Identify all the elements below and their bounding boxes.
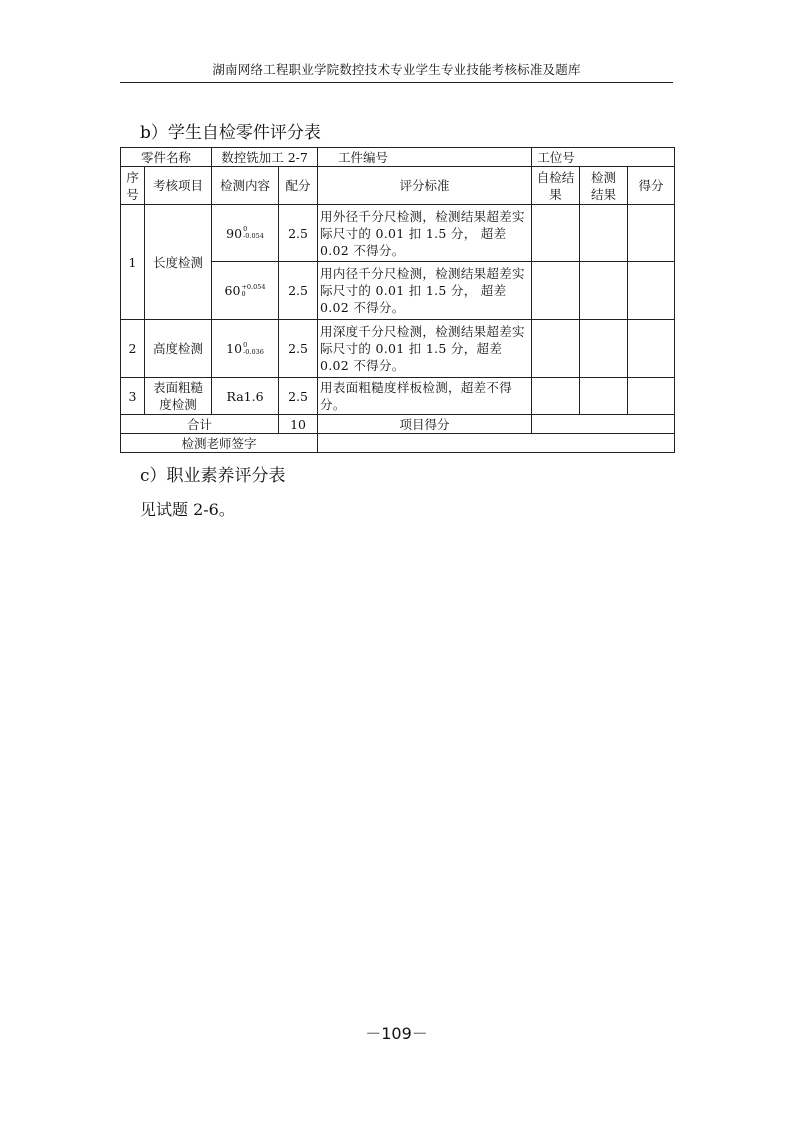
total-points: 10 <box>279 415 318 434</box>
check-content <box>212 205 279 262</box>
dim-upper-tol: +0.054 <box>241 282 266 291</box>
station-label: 工位号 <box>537 149 575 165</box>
score-cell <box>628 378 675 415</box>
col-seq-header: 序号 <box>121 167 145 205</box>
col-item-header: 考核项目 <box>145 167 212 205</box>
check-content: Ra1.6 <box>212 378 279 415</box>
signature-row <box>121 434 675 453</box>
row-seq: 2 <box>121 320 145 378</box>
row-seq: 1 <box>121 205 145 320</box>
total-row <box>121 415 675 434</box>
score-cell <box>628 320 675 378</box>
table-row <box>121 205 675 262</box>
table-row <box>121 320 675 378</box>
page-header: 湖南网络工程职业学院数控技术专业学生专业技能考核标准及题库 <box>212 62 581 77</box>
signature-label: 检测老师签字 <box>121 434 318 453</box>
row-item: 高度检测 <box>145 320 212 378</box>
check-content <box>212 262 279 320</box>
check-content <box>212 320 279 378</box>
column-header-row <box>121 167 675 205</box>
score-cell <box>628 205 675 262</box>
inspection-cell <box>580 262 628 320</box>
check-points: 2.5 <box>279 320 318 378</box>
self-check-cell <box>532 262 580 320</box>
col-self-check-header: 自检结果 <box>532 167 580 205</box>
row-item: 表面粗糙度检测 <box>145 378 212 415</box>
dim-nominal: 10 <box>226 341 243 356</box>
signature-value <box>318 434 675 453</box>
self-check-cell <box>532 320 580 378</box>
row-item: 长度检测 <box>145 205 212 320</box>
page-number: －109－ <box>365 1024 428 1043</box>
check-criteria: 用内径千分尺检测，检测结果超差实际尺寸的 0.01 扣 1.5 分， 超差 0.02 不得分。 <box>318 262 532 320</box>
note-text: 见试题 2-6。 <box>140 500 235 519</box>
station-cell <box>532 148 675 167</box>
col-inspection-header: 检测结果 <box>580 167 628 205</box>
section-b-title: b）学生自检零件评分表 <box>140 123 321 143</box>
self-check-cell <box>532 205 580 262</box>
self-check-cell <box>532 378 580 415</box>
info-row <box>121 148 675 167</box>
check-points: 2.5 <box>279 205 318 262</box>
project-score-value <box>532 415 675 434</box>
dim-lower-tol: -0.054 <box>243 232 264 240</box>
table-row <box>121 378 675 415</box>
dim-nominal: 60 <box>224 283 241 298</box>
inspection-cell <box>580 378 628 415</box>
score-cell <box>628 262 675 320</box>
part-name-label: 零件名称 <box>121 148 212 167</box>
check-criteria: 用深度千分尺检测，检测结果超差实际尺寸的 0.01 扣 1.5 分，超差 0.02 不得分。 <box>318 320 532 378</box>
check-points: 2.5 <box>279 378 318 415</box>
dim-upper-tol: 0 <box>243 340 248 349</box>
dim-nominal: 90 <box>226 225 243 241</box>
row-seq: 3 <box>121 378 145 415</box>
col-score-header: 得分 <box>628 167 675 205</box>
check-criteria: 用外径千分尺检测，检测结果超差实际尺寸的 0.01 扣 1.5 分， 超差 0.02 不得分。 <box>318 205 532 262</box>
dim-upper-tol: 0 <box>243 225 248 233</box>
col-content-header: 检测内容 <box>212 167 279 205</box>
inspection-cell <box>580 205 628 262</box>
inspection-cell <box>580 320 628 378</box>
workpiece-no-label: 工件编号 <box>318 148 532 167</box>
col-criteria-header: 评分标准 <box>318 167 532 205</box>
header-rule <box>120 82 673 83</box>
col-points-header: 配分 <box>279 167 318 205</box>
project-score-label: 项目得分 <box>318 415 532 434</box>
part-name-value: 数控铣加工 2-7 <box>212 148 318 167</box>
total-label: 合计 <box>121 415 279 434</box>
check-criteria: 用表面粗糙度样板检测，超差不得分。 <box>318 378 532 415</box>
check-points: 2.5 <box>279 262 318 320</box>
section-c-title: c）职业素养评分表 <box>140 466 286 486</box>
dim-lower-tol: 0 <box>241 289 246 298</box>
dim-lower-tol: -0.036 <box>243 347 264 356</box>
self-check-score-table <box>120 147 675 453</box>
